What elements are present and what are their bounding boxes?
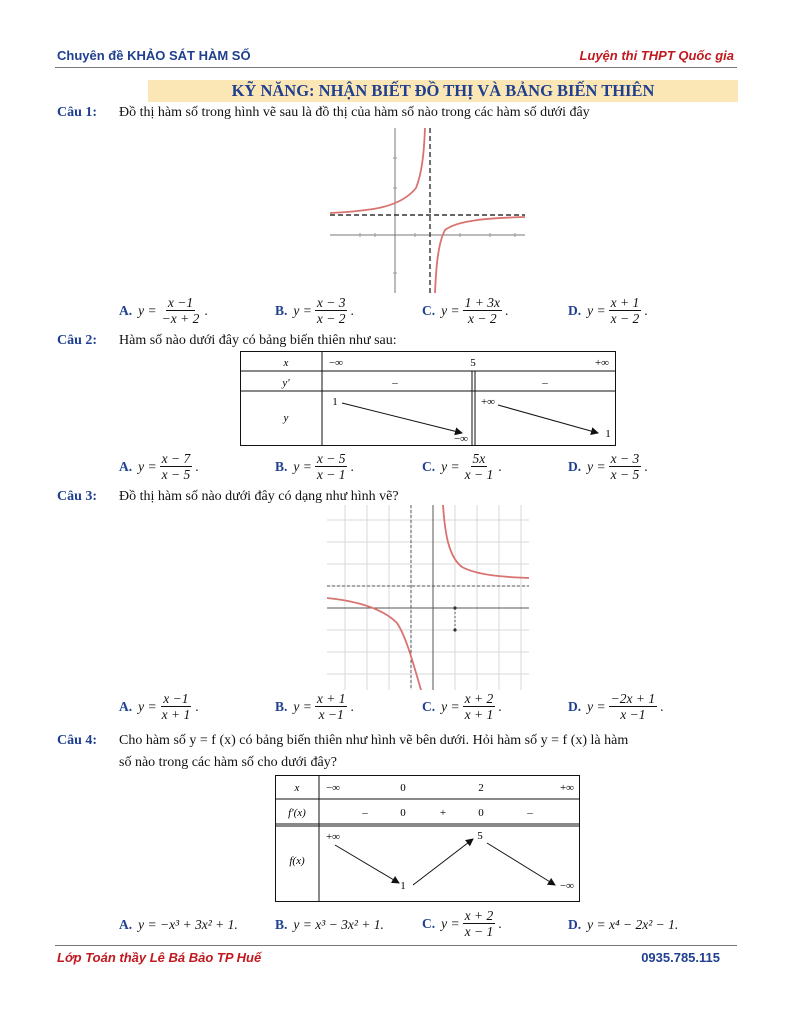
answer-prefix: y = xyxy=(441,915,460,931)
f-value-3: 5 xyxy=(477,830,483,842)
answer-prefix: y = xyxy=(138,698,157,714)
derivative-value-2: 0 xyxy=(400,807,406,819)
f-value-2: 1 xyxy=(400,880,406,892)
answer-suffix: . xyxy=(644,458,648,474)
denominator: x −1 xyxy=(318,707,344,722)
x-right: +∞ xyxy=(594,357,610,369)
denominator: x −1 xyxy=(620,707,646,722)
answer-suffix: . xyxy=(350,698,354,714)
numerator: 5x xyxy=(472,451,486,466)
footer-divider xyxy=(55,945,737,946)
denominator: x − 2 xyxy=(316,311,346,326)
decreasing-arrow-1 xyxy=(335,845,399,883)
derivative-sign-1: – xyxy=(392,377,398,389)
derivative-label: f′(x) xyxy=(288,807,306,819)
q3-answer-b[interactable] xyxy=(275,691,354,722)
numerator: x −1 xyxy=(163,691,189,706)
q2-answer-d[interactable] xyxy=(568,451,648,482)
denominator: x − 1 xyxy=(464,467,494,482)
function-label: f(x) xyxy=(289,855,305,867)
answer-prefix: y = xyxy=(441,698,460,714)
question-4-label: Câu 4: xyxy=(57,733,98,748)
denominator: x − 1 xyxy=(316,467,346,482)
q2-answer-a[interactable] xyxy=(119,451,199,482)
answer-suffix: . xyxy=(195,458,199,474)
graph-left-branch xyxy=(330,128,425,213)
answer-prefix: y = xyxy=(587,302,606,318)
derivative-value-1: – xyxy=(362,807,368,819)
answer-prefix: y = xyxy=(138,302,157,318)
increasing-arrow xyxy=(413,839,473,885)
answer-expression: y = x³ − 3x² + 1. xyxy=(293,917,384,932)
answer-letter: B. xyxy=(275,698,288,714)
x-value-1: −∞ xyxy=(325,782,341,794)
q1-answer-a[interactable] xyxy=(119,295,208,326)
numerator: x + 1 xyxy=(316,691,346,706)
page-title: KỸ NĂNG: NHẬN BIẾT ĐỒ THỊ VÀ BẢNG BIẾN THIÊN xyxy=(231,81,655,100)
denominator: x + 1 xyxy=(161,707,191,722)
answer-letter: A. xyxy=(119,917,133,932)
answer-letter: D. xyxy=(568,458,582,474)
numerator: x − 3 xyxy=(610,451,640,466)
x-label: x xyxy=(283,357,289,369)
x-left: −∞ xyxy=(328,357,344,369)
derivative-sign-2: – xyxy=(542,377,548,389)
derivative-value-5: – xyxy=(527,807,533,819)
numerator: 1 + 3x xyxy=(464,295,500,310)
answer-prefix: y = xyxy=(293,302,312,318)
f-value-4: −∞ xyxy=(559,880,575,892)
denominator: x − 1 xyxy=(464,924,494,939)
answer-letter: B. xyxy=(275,917,288,932)
denominator: x + 1 xyxy=(464,707,494,722)
numerator: x + 2 xyxy=(464,908,494,923)
q1-answer-d[interactable] xyxy=(568,295,648,326)
answer-letter: C. xyxy=(422,915,436,931)
y-value-4: 1 xyxy=(605,428,611,440)
y-label: y xyxy=(283,412,289,424)
denominator: x − 2 xyxy=(467,311,497,326)
answer-suffix: . xyxy=(504,302,509,318)
answer-expression: y = −x³ + 3x² + 1. xyxy=(138,917,238,932)
f-value-1: +∞ xyxy=(325,831,341,843)
x-label: x xyxy=(294,782,300,794)
graph-left-branch xyxy=(327,598,421,690)
decreasing-arrow-2 xyxy=(498,405,598,433)
derivative-value-3: + xyxy=(439,807,447,819)
answer-letter: B. xyxy=(275,458,288,474)
answer-prefix: y = xyxy=(293,698,312,714)
question-1-graph xyxy=(330,128,525,293)
answer-letter: D. xyxy=(568,917,582,932)
answer-suffix: . xyxy=(204,302,208,318)
answer-letter: D. xyxy=(568,302,582,318)
answer-suffix: . xyxy=(195,698,199,714)
answer-letter: A. xyxy=(119,302,133,318)
answer-prefix: y = xyxy=(293,458,312,474)
header-right: Luyện thi THPT Quốc gia xyxy=(579,48,734,63)
numerator: x − 3 xyxy=(316,295,346,310)
question-3-text: Đồ thị hàm số nào dưới đây có dạng như hình vẽ? xyxy=(119,489,399,504)
numerator: x −1 xyxy=(167,295,194,310)
question-1-text: Đồ thị hàm số trong hình vẽ sau là đồ thị của hàm số nào trong các hàm số dưới đây xyxy=(119,105,590,120)
answer-suffix: . xyxy=(660,698,664,714)
answer-letter: C. xyxy=(422,458,436,474)
derivative-label: y′ xyxy=(282,377,290,389)
answer-letter: C. xyxy=(422,302,436,318)
numerator: x + 2 xyxy=(464,691,494,706)
footer-left: Lớp Toán thầy Lê Bá Bảo TP Huế xyxy=(57,950,262,965)
header-left: Chuyên đề KHẢO SÁT HÀM SỐ xyxy=(57,48,251,63)
numerator: x + 1 xyxy=(610,295,640,310)
q3-answer-d[interactable] xyxy=(568,691,663,722)
q2-answer-b[interactable] xyxy=(275,451,354,482)
q4-answer-d[interactable] xyxy=(568,917,678,933)
answer-suffix: . xyxy=(350,302,354,318)
question-3-label: Câu 3: xyxy=(57,489,98,504)
header-divider xyxy=(55,67,737,68)
x-value-4: +∞ xyxy=(559,782,575,794)
question-3-graph xyxy=(327,505,529,690)
question-4-text-line-2: số nào trong các hàm số cho dưới đây? xyxy=(119,755,337,770)
denominator: x − 5 xyxy=(610,467,640,482)
question-2-label: Câu 2: xyxy=(57,333,98,348)
denominator: −x + 2 xyxy=(161,311,200,326)
q4-answer-c[interactable] xyxy=(422,908,502,939)
decreasing-arrow-1 xyxy=(342,403,462,433)
q4-answer-b[interactable] xyxy=(275,917,384,933)
denominator: x − 5 xyxy=(161,467,191,482)
answer-suffix: . xyxy=(644,302,648,318)
q2-answer-c[interactable] xyxy=(422,451,502,482)
question-2-variation-table xyxy=(240,351,616,447)
answer-suffix: . xyxy=(498,698,502,714)
answer-suffix: . xyxy=(350,458,354,474)
answer-prefix: y = xyxy=(138,458,157,474)
answer-expression: y = x⁴ − 2x² − 1. xyxy=(587,917,679,932)
answer-prefix: y = xyxy=(587,458,606,474)
q1-answer-b[interactable] xyxy=(275,295,354,326)
derivative-value-4: 0 xyxy=(478,807,484,819)
q3-answer-a[interactable] xyxy=(119,691,199,722)
answer-letter: B. xyxy=(275,302,288,318)
denominator: x − 2 xyxy=(610,311,640,326)
answer-suffix: . xyxy=(498,458,502,474)
question-1-label: Câu 1: xyxy=(57,105,98,120)
graph-right-branch xyxy=(435,217,525,293)
answer-letter: C. xyxy=(422,698,436,714)
x-value-2: 0 xyxy=(400,782,406,794)
decreasing-arrow-2 xyxy=(487,843,555,885)
answer-letter: D. xyxy=(568,698,582,714)
y-value-2: −∞ xyxy=(453,433,469,445)
x-value-3: 2 xyxy=(478,782,484,794)
numerator: −2x + 1 xyxy=(610,691,656,706)
y-value-1: 1 xyxy=(332,396,338,408)
answer-prefix: y = xyxy=(587,698,606,714)
x-mid: 5 xyxy=(470,357,476,369)
question-4-text-line-1: Cho hàm số y = f (x) có bảng biến thiên như hình vẽ bên dưới. Hỏi hàm số y = f (x) là hàm xyxy=(119,733,629,748)
answer-suffix: . xyxy=(498,915,502,931)
q1-answer-c[interactable] xyxy=(422,295,508,326)
numerator: x − 7 xyxy=(161,451,191,466)
numerator: x − 5 xyxy=(316,451,346,466)
q3-answer-c[interactable] xyxy=(422,691,502,722)
y-value-3: +∞ xyxy=(480,396,496,408)
question-2-text: Hàm số nào dưới đây có bảng biến thiên như sau: xyxy=(119,333,397,348)
q4-answer-a[interactable] xyxy=(119,917,238,933)
answer-letter: A. xyxy=(119,458,133,474)
answer-letter: A. xyxy=(119,698,133,714)
footer-phone: 0935.785.115 xyxy=(641,950,720,965)
question-4-variation-table xyxy=(275,775,581,903)
answer-prefix: y = xyxy=(441,458,460,474)
grid xyxy=(327,505,529,690)
answer-prefix: y = xyxy=(441,302,460,318)
